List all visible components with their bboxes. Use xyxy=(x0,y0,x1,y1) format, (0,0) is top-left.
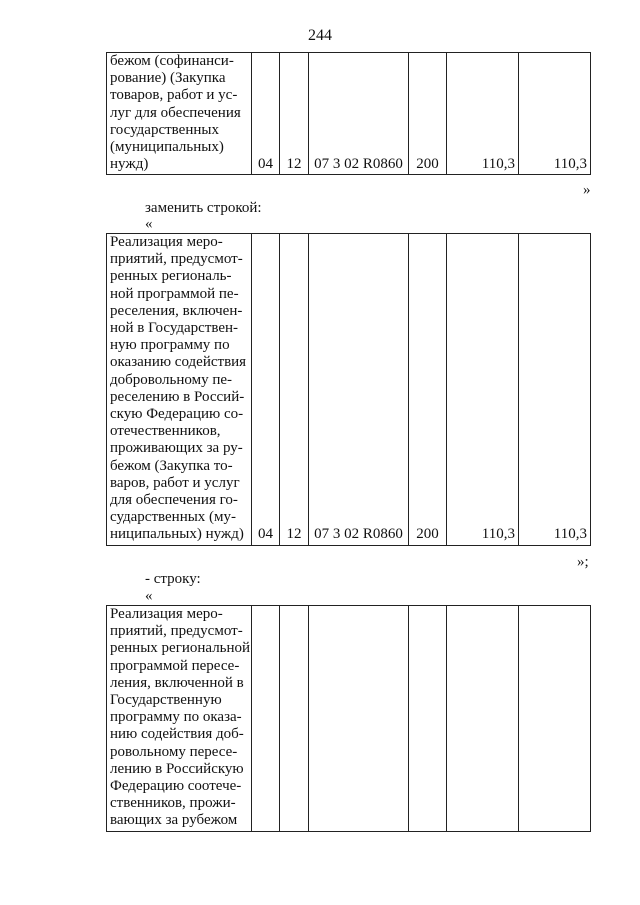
section-code: 04 xyxy=(252,234,280,546)
subsection-code: 12 xyxy=(280,53,309,175)
closing-quote: » xyxy=(583,182,591,198)
table-row xyxy=(107,53,591,175)
target-article-code xyxy=(309,606,409,832)
budget-table-fragment xyxy=(106,52,591,175)
section-code xyxy=(252,606,280,832)
target-article-code: 07 3 02 R0860 xyxy=(309,53,409,175)
amount-cell: 110,3 xyxy=(447,234,519,546)
subsection-code: 12 xyxy=(280,234,309,546)
amount-cell: 110,3 xyxy=(447,53,519,175)
amount-cell xyxy=(519,606,591,832)
subsection-code xyxy=(280,606,309,832)
closing-quote: »; xyxy=(577,554,589,570)
section-code: 04 xyxy=(252,53,280,175)
target-article-code: 07 3 02 R0860 xyxy=(309,234,409,546)
budget-table-fragment xyxy=(106,605,591,832)
page-number: 244 xyxy=(308,27,332,44)
amount-cell xyxy=(447,606,519,832)
opening-quote: « xyxy=(145,588,153,604)
table-row xyxy=(107,234,591,546)
row-description: Реализация меро- приятий, предусмот- ренных региональной программой пересе- ления, включенной в Государственную программу по оказа- нию содействия доб- ровольному пересе- лению в Российскую Федерацию соотече- ственников, прожи- вающих за рубежом xyxy=(107,606,252,832)
line-instruction: - строку: xyxy=(145,571,201,587)
expense-type-code: 200 xyxy=(409,53,447,175)
row-description: Реализация меро- приятий, предусмот- ренных региональ- ной программой пе- реселения, включен- ной в Государствен- ную программу по оказанию содействия добровольному пе- реселению в Россий- скую Федерацию со- отечественников, проживающих за ру- бежом (Закупка то- варов, работ и услуг для обеспечения го- сударственных (му- ниципальных) нужд) xyxy=(107,234,252,546)
budget-table-fragment xyxy=(106,233,591,546)
table-row xyxy=(107,606,591,832)
row-description: бежом (софинанси- рование) (Закупка товаров, работ и ус- луг для обеспечения государственных (муниципальных) нужд) xyxy=(107,53,252,175)
expense-type-code: 200 xyxy=(409,234,447,546)
opening-quote: « xyxy=(145,216,153,232)
expense-type-code xyxy=(409,606,447,832)
amount-cell: 110,3 xyxy=(519,53,591,175)
amount-cell: 110,3 xyxy=(519,234,591,546)
replace-instruction: заменить строкой: xyxy=(145,200,262,216)
